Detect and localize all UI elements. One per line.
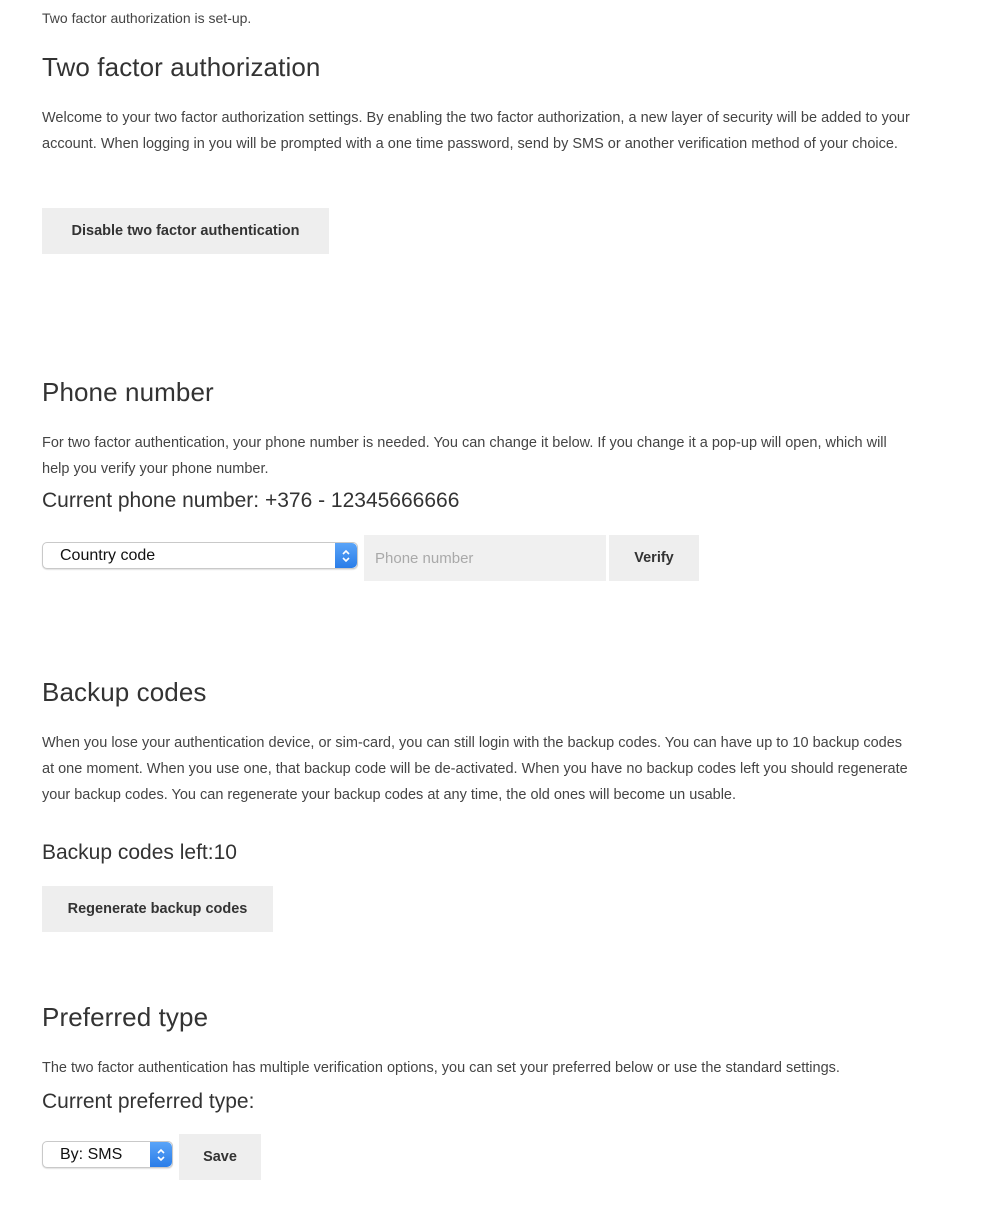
disable-two-factor-button[interactable]: Disable two factor authentication [42, 208, 329, 254]
select-updown-icon [150, 1142, 172, 1167]
phone-number-description: For two factor authentication, your phone number is needed. You can change it below. If you change it a pop-up will open, which will help you verify your phone number. [42, 435, 887, 477]
phone-number-title: Phone number [42, 377, 214, 407]
phone-number-placeholder: Phone number [375, 549, 474, 567]
preferred-type-description: The two factor authentication has multiple verification options, you can set your preferred below or use the standard settings. [42, 1060, 840, 1076]
backup-codes-left: Backup codes left:10 [42, 841, 237, 864]
preferred-type-label: By: SMS [60, 1145, 123, 1163]
save-button[interactable]: Save [179, 1134, 261, 1180]
two-factor-description: Welcome to your two factor authorization settings. By enabling the two factor authorization, a new layer of security will be added to your account. When logging in you will be prompted with a one time password, send by SMS or another verification method of your choice. [42, 110, 910, 152]
two-factor-title: Two factor authorization [42, 52, 321, 82]
phone-number-input[interactable] [364, 535, 606, 581]
status-message: Two factor authorization is set-up. [42, 10, 252, 26]
country-code-select[interactable] [42, 542, 358, 569]
verify-button[interactable]: Verify [609, 535, 699, 581]
regenerate-backup-codes-button[interactable]: Regenerate backup codes [42, 886, 273, 932]
backup-codes-title: Backup codes [42, 677, 207, 707]
select-updown-icon [335, 543, 357, 568]
current-phone-number: Current phone number: +376 - 12345666666 [42, 489, 460, 512]
backup-codes-description: When you lose your authentication device, or sim-card, you can still login with the backup codes. You can have up to 10 backup codes at one moment. When you use one, that backup code will be de-activated. When you have no backup codes left you should regenerate your backup codes. You can regenerate your backup codes at any time, the old ones will become un usable. [42, 735, 908, 803]
current-preferred-type: Current preferred type: [42, 1090, 255, 1113]
preferred-type-title: Preferred type [42, 1002, 209, 1032]
preferred-type-select[interactable] [42, 1141, 173, 1168]
country-code-label: Country code [60, 546, 156, 564]
